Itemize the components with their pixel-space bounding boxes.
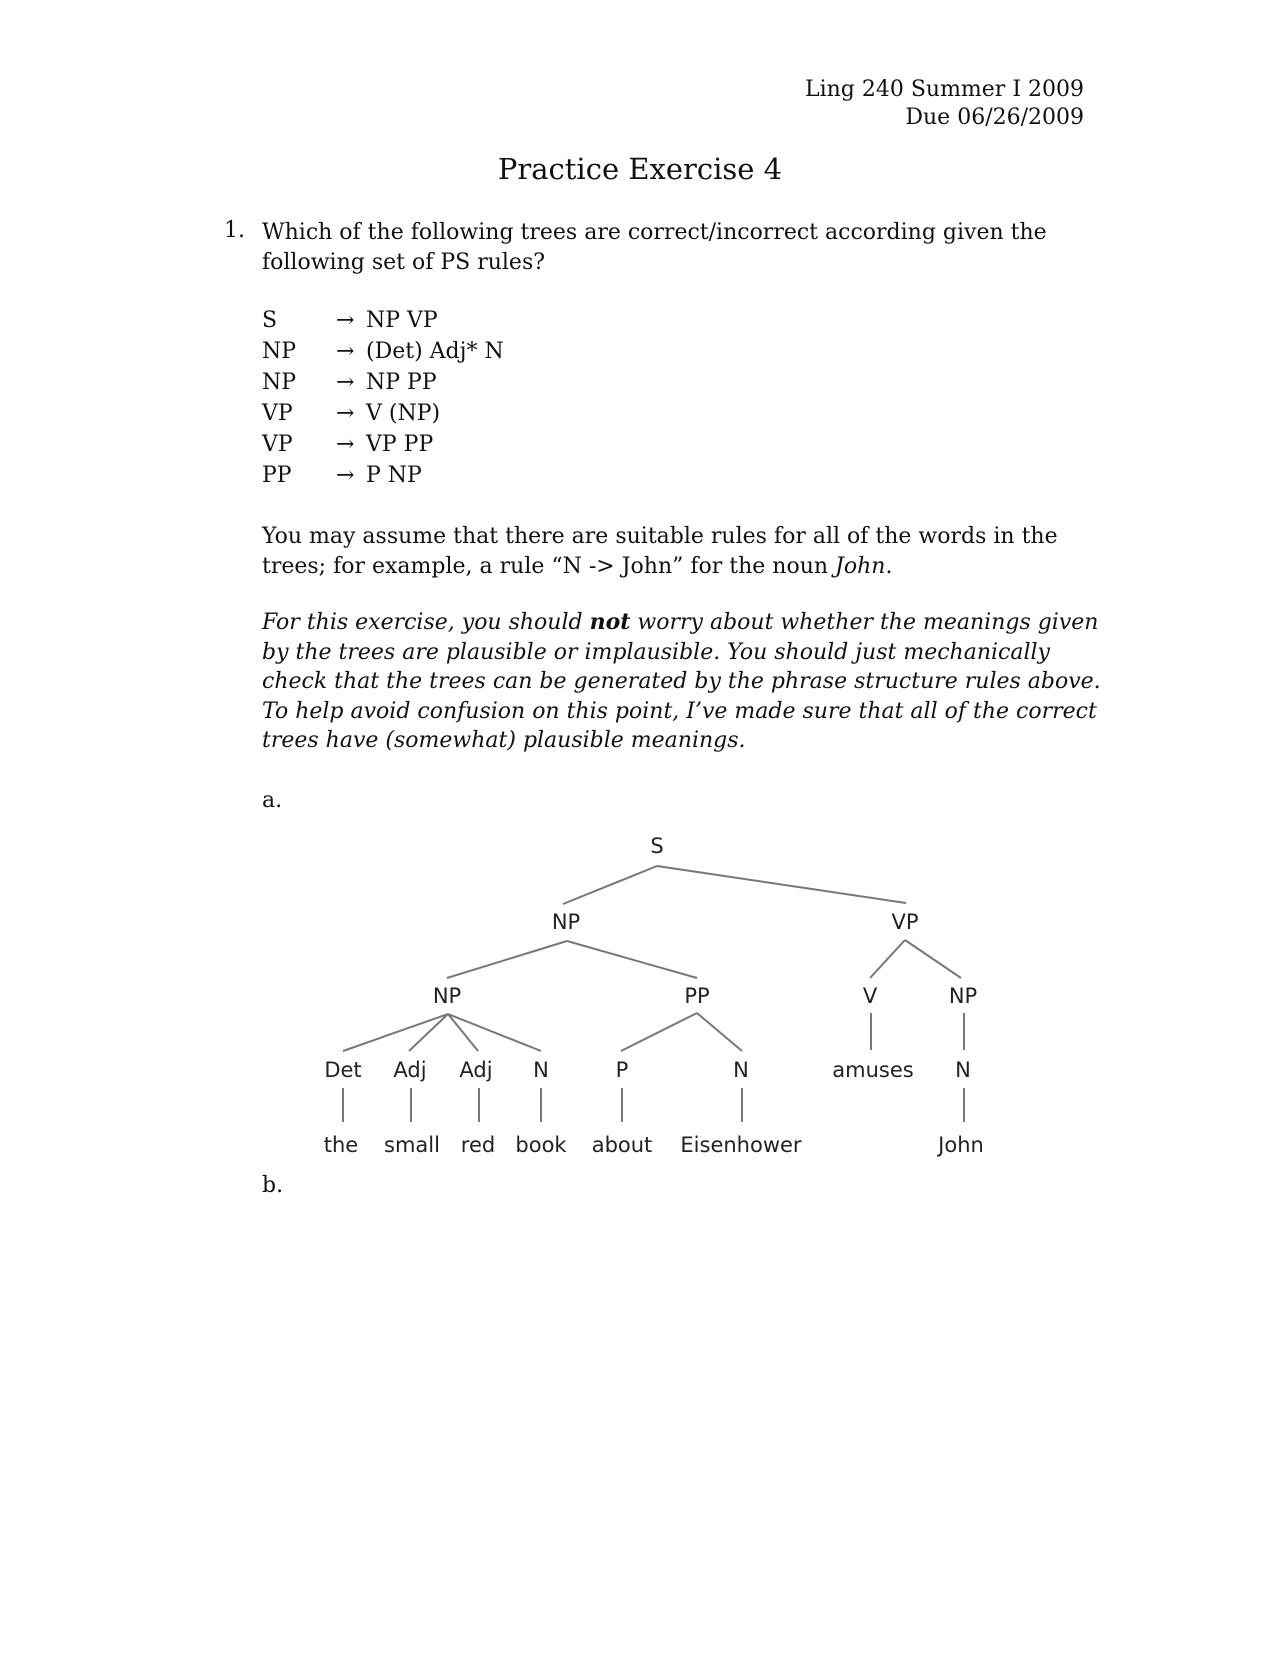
assumption-text: You may assume that there are suitable rules for all of the words in the trees; for example, a rule “N -> John” for the noun <box>262 524 1058 579</box>
tree-node-det: Det <box>324 1058 362 1082</box>
tree-edge <box>697 1013 742 1051</box>
rule-lhs: NP <box>262 339 297 364</box>
assumption-example-word: John <box>835 554 886 579</box>
tree-node-n: N <box>733 1058 749 1082</box>
tree-node-s: S <box>650 834 664 858</box>
tree-word-eisenhower: Eisenhower <box>680 1133 802 1157</box>
rule-arrow: → <box>336 339 355 364</box>
assumption-end: . <box>885 554 893 579</box>
rule-lhs: PP <box>262 463 292 488</box>
tree-edge <box>567 941 697 978</box>
rule-lhs: VP <box>262 401 293 426</box>
rule-rhs: VP PP <box>366 432 434 457</box>
tree-word-amuses: amuses <box>832 1058 914 1082</box>
tree-node-np: NP <box>948 984 978 1008</box>
tree-b-label: b. <box>262 1173 284 1198</box>
rule-rhs: P NP <box>366 463 422 488</box>
tree-node-n: N <box>533 1058 549 1082</box>
tree-node-p: P <box>615 1058 629 1082</box>
tree-node-v: V <box>862 984 878 1008</box>
rule-rhs: NP VP <box>366 308 438 333</box>
question-number: 1. <box>224 218 245 243</box>
question-text: Which of the following trees are correct/incorrect according given the following set of PS rules? <box>262 220 1047 275</box>
due-date: Due 06/26/2009 <box>905 105 1084 130</box>
rule-arrow: → <box>336 463 355 488</box>
rule-rhs: NP PP <box>366 370 437 395</box>
tree-edge <box>447 941 567 978</box>
tree-node-np: NP <box>432 984 462 1008</box>
tree-word-about: about <box>591 1133 653 1157</box>
tree-edge <box>343 1014 448 1051</box>
tree-edge <box>657 866 906 903</box>
note-part-2: worry about whether the meanings given by the trees are plausible or implausible. You should just mechanically check that the trees can be generated by the phrase structure rules above. To help avoid confusion on this point, I’ve made sure that all of the correct trees have (somewhat) plausible meanings. <box>262 610 1101 753</box>
tree-a-label: a. <box>262 788 283 813</box>
tree-node-n: N <box>955 1058 971 1082</box>
tree-node-pp: PP <box>684 984 710 1008</box>
rule-arrow: → <box>336 308 355 333</box>
rule-lhs: VP <box>262 432 293 457</box>
note-part-1: For this exercise, you should <box>262 610 590 635</box>
tree-node-vp: VP <box>891 910 919 934</box>
tree-edge <box>905 940 961 978</box>
tree-word-book: book <box>515 1133 567 1157</box>
course-title: Ling 240 Summer I 2009 <box>804 77 1084 102</box>
tree-edge <box>409 1014 448 1051</box>
tree-edge <box>870 940 905 978</box>
note-emphasis: not <box>589 609 631 635</box>
rule-arrow: → <box>336 432 355 457</box>
rule-rhs: (Det) Adj* N <box>366 339 504 364</box>
tree-word-small: small <box>384 1133 440 1157</box>
rule-lhs: NP <box>262 370 297 395</box>
rule-arrow: → <box>336 401 355 426</box>
page-title: Practice Exercise 4 <box>497 152 783 186</box>
rule-arrow: → <box>336 370 355 395</box>
rule-lhs: S <box>262 308 278 333</box>
tree-node-adj: Adj <box>393 1058 427 1082</box>
tree-word-red: red <box>460 1133 496 1157</box>
tree-edge <box>563 866 657 904</box>
rule-rhs: V (NP) <box>366 401 441 426</box>
tree-word-the: the <box>323 1133 359 1157</box>
tree-edge <box>621 1013 697 1051</box>
tree-node-np: NP <box>551 910 581 934</box>
tree-word-john: John <box>938 1133 984 1157</box>
tree-node-adj: Adj <box>459 1058 493 1082</box>
